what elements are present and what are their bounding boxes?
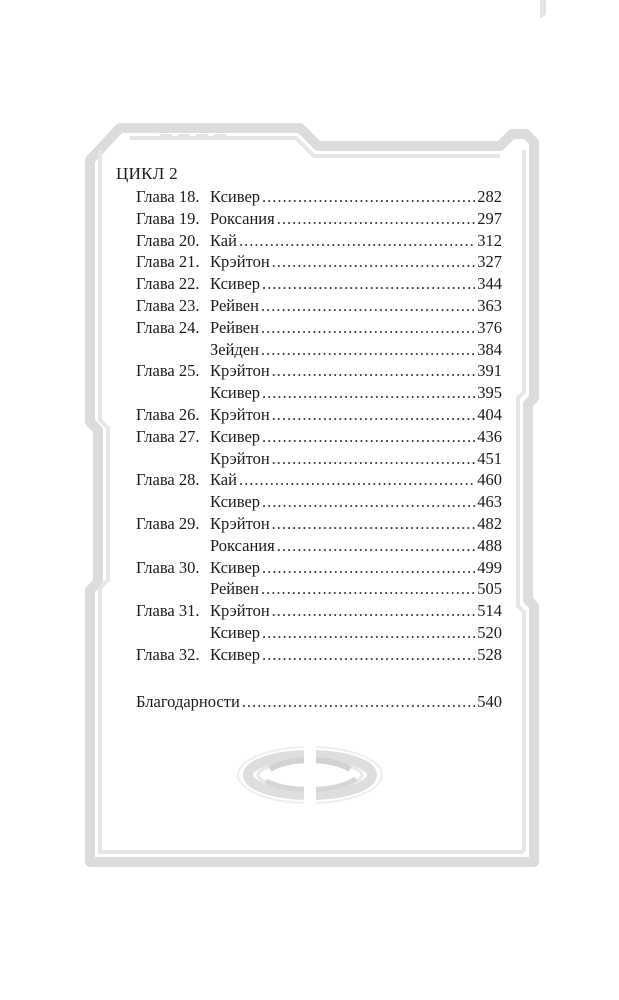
toc-entry[interactable] (136, 231, 502, 253)
entry-page-number: 505 (477, 579, 502, 599)
entry-title: Ксивер (210, 492, 261, 512)
toc-entry[interactable] (136, 187, 502, 209)
toc-entry[interactable] (136, 383, 502, 405)
entry-page-number: 436 (477, 426, 502, 446)
dot-leader (272, 361, 476, 381)
entry-title: Ксивер (210, 274, 261, 294)
chapter-number: Глава 23. (136, 296, 200, 315)
toc-entry[interactable] (136, 645, 502, 667)
entry-page-number: 282 (477, 187, 502, 206)
dot-leader (262, 274, 475, 294)
entry-title: Благодарности (136, 692, 240, 711)
entry-title: Крэйтон (210, 405, 270, 424)
chapter-number: Глава 25. (136, 361, 200, 381)
entry-page-number: 404 (477, 405, 502, 424)
toc-entry[interactable] (136, 558, 502, 580)
dot-leader (239, 470, 475, 490)
dot-leader (261, 296, 475, 316)
dot-leader (262, 645, 475, 665)
dot-leader (272, 405, 476, 425)
dot-leader (262, 383, 475, 403)
entry-page-number: 463 (477, 492, 502, 512)
entry-page-number: 488 (477, 535, 502, 555)
toc-entry[interactable] (136, 274, 502, 296)
entry-title: Крэйтон (210, 361, 270, 381)
toc-entry[interactable] (136, 601, 502, 623)
entry-title: Роксания (210, 208, 275, 228)
entry-page-number: 327 (477, 252, 502, 272)
toc-entry[interactable] (136, 536, 502, 558)
chapter-number: Глава 20. (136, 230, 200, 250)
entry-title: Ксивер (210, 557, 261, 577)
toc-entry[interactable] (136, 296, 502, 318)
entry-title: Крэйтон (210, 448, 270, 468)
dot-leader (262, 427, 475, 447)
toc-entry[interactable] (136, 340, 502, 362)
toc-entry[interactable] (136, 209, 502, 231)
entry-page-number: 297 (477, 208, 502, 228)
chapter-number: Глава 21. (136, 252, 200, 272)
entry-page-number: 344 (477, 274, 502, 294)
dot-leader (262, 623, 475, 643)
entry-page-number: 540 (477, 692, 502, 711)
entry-title: Рейвен (210, 579, 259, 599)
toc-entry[interactable] (136, 470, 502, 492)
dot-leader (262, 492, 475, 512)
entry-page-number: 451 (477, 448, 502, 468)
entry-title: Роксания (210, 535, 275, 555)
chapter-number: Глава 30. (136, 557, 200, 577)
entry-title: Кай (210, 470, 237, 490)
chapter-number: Глава 22. (136, 274, 200, 294)
chapter-number: Глава 24. (136, 317, 200, 337)
chapter-number: Глава 26. (136, 405, 200, 424)
dot-leader (277, 536, 476, 556)
entry-title: Ксивер (210, 187, 261, 206)
entry-title: Крэйтон (210, 601, 270, 621)
chapter-number: Глава 29. (136, 514, 200, 533)
dot-leader (277, 209, 476, 229)
entry-page-number: 395 (477, 383, 502, 403)
dot-leader (262, 558, 475, 578)
dot-leader (272, 252, 476, 272)
entry-page-number: 482 (477, 514, 502, 533)
chapter-number: Глава 27. (136, 426, 200, 446)
toc-entry[interactable] (136, 427, 502, 449)
toc-entry[interactable] (136, 449, 502, 471)
entry-page-number: 460 (477, 470, 502, 490)
entry-title: Рейвен (210, 296, 259, 315)
dot-leader (242, 692, 475, 712)
entry-page-number: 363 (477, 296, 502, 315)
dot-leader (261, 579, 475, 599)
entry-page-number: 391 (477, 361, 502, 381)
entry-title: Крэйтон (210, 252, 270, 272)
entry-page-number: 514 (477, 601, 502, 621)
entry-page-number: 384 (477, 339, 502, 359)
toc-entry[interactable] (136, 361, 502, 383)
toc-entry[interactable] (136, 318, 502, 340)
entry-page-number: 312 (477, 230, 502, 250)
entry-page-number: 528 (477, 644, 502, 664)
entry-title: Ксивер (210, 644, 261, 664)
entry-title: Крэйтон (210, 514, 270, 533)
dot-leader (272, 449, 476, 469)
entry-page-number: 499 (477, 557, 502, 577)
chapter-number: Глава 32. (136, 644, 200, 664)
toc-entry[interactable] (136, 514, 502, 536)
dot-leader (261, 340, 475, 360)
chapter-number: Глава 18. (136, 187, 200, 206)
dot-leader (239, 231, 475, 251)
toc-entry[interactable] (136, 623, 502, 645)
entry-title: Кай (210, 230, 237, 250)
entry-title: Зейден (210, 339, 259, 359)
dot-leader (272, 601, 476, 621)
toc-entry[interactable] (136, 405, 502, 427)
dot-leader (262, 187, 475, 207)
chapter-number: Глава 28. (136, 470, 200, 490)
toc-entry[interactable] (136, 579, 502, 601)
entry-page-number: 376 (477, 317, 502, 337)
toc-entry[interactable] (136, 492, 502, 514)
entry-title: Ксивер (210, 383, 261, 403)
chapter-number: Глава 19. (136, 208, 200, 228)
entry-title: Ксивер (210, 623, 261, 642)
entry-page-number: 520 (477, 623, 502, 642)
section-heading: ЦИКЛ 2 (116, 164, 178, 183)
toc-entry[interactable] (136, 252, 502, 274)
toc-entry-acknowledgements[interactable] (136, 692, 502, 714)
dot-leader (261, 318, 475, 338)
entry-title: Ксивер (210, 426, 261, 446)
dot-leader (272, 514, 476, 534)
entry-title: Рейвен (210, 317, 259, 337)
chapter-number: Глава 31. (136, 601, 200, 621)
